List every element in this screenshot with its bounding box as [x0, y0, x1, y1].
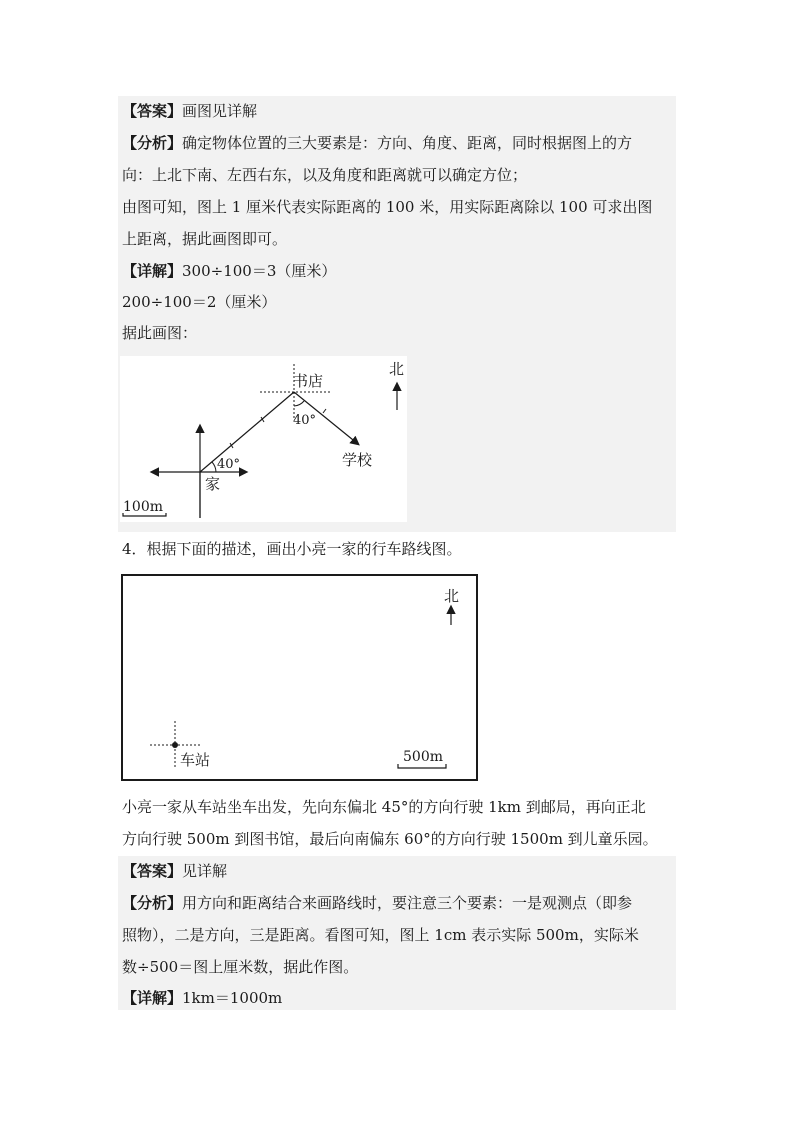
answer-line [122, 101, 257, 121]
answer-tag: 【答案】 [122, 102, 183, 120]
question-4-title: 4．根据下面的描述，画出小亮一家的行车路线图。 [122, 540, 462, 558]
answer-line-2 [122, 861, 227, 881]
north-label: 北 [389, 360, 405, 378]
north-label-2: 北 [444, 587, 460, 605]
route-figure-1 [120, 356, 407, 522]
home-label: 家 [205, 475, 221, 493]
school-label: 学校 [342, 451, 373, 469]
figure-1-background [120, 356, 407, 522]
answer-text: 画图见详解 [182, 102, 258, 120]
detail-line-3: 据此画图： [122, 324, 198, 342]
analysis-text-1: 确定物体位置的三大要素是：方向、角度、距离，同时根据图上的方 [182, 134, 633, 152]
detail-tag: 【详解】 [122, 262, 183, 280]
scale-label: 100m [123, 499, 163, 515]
station-point [172, 742, 178, 748]
analysis-line-4: 上距离，据此画图即可。 [122, 230, 288, 248]
detail-2-text-1: 1km＝1000m [182, 989, 283, 1007]
analysis-2-line-1 [122, 893, 632, 913]
analysis-tag-2: 【分析】 [122, 894, 183, 912]
analysis-line-3: 由图可知，图上 1 厘米代表实际距离的 100 米，用实际距离除以 100 可求出图 [122, 198, 653, 216]
bookstore-angle-label: 40° [293, 413, 317, 428]
station-label: 车站 [180, 751, 211, 769]
analysis-2-line-3: 数÷500＝图上厘米数，据此作图。 [122, 958, 359, 976]
analysis-line-1 [122, 133, 632, 153]
description-line-1: 小亮一家从车站坐车出发，先向东偏北 45°的方向行驶 1km 到邮局，再向正北 [122, 798, 646, 816]
home-angle-label: 40° [217, 457, 241, 472]
analysis-2-line-2: 照物），二是方向，三是距离。看图可知，图上 1cm 表示实际 500m，实际米 [122, 926, 639, 944]
analysis-2-text-1: 用方向和距离结合来画路线时，要注意三个要素：一是观测点（即参 [182, 894, 633, 912]
detail-text-1: 300÷100＝3（厘米） [182, 262, 337, 280]
detail-line-1 [122, 261, 336, 281]
bookstore-label: 书店 [293, 372, 324, 390]
analysis-tag: 【分析】 [122, 134, 183, 152]
detail-tag-2: 【详解】 [122, 989, 183, 1007]
answer-tag-2: 【答案】 [122, 862, 183, 880]
analysis-line-2: 向：上北下南、左西右东，以及角度和距离就可以确定方位； [122, 166, 528, 184]
detail-line-2: 200÷100＝2（厘米） [122, 293, 277, 311]
answer-text-2: 见详解 [182, 862, 228, 880]
route-figure-2 [120, 573, 480, 783]
detail-2-line-1 [122, 988, 282, 1008]
scale-label-2: 500m [403, 749, 443, 765]
description-line-2: 方向行驶 500m 到图书馆，最后向南偏东 60°的方向行驶 1500m 到儿童乐园。 [122, 830, 658, 848]
